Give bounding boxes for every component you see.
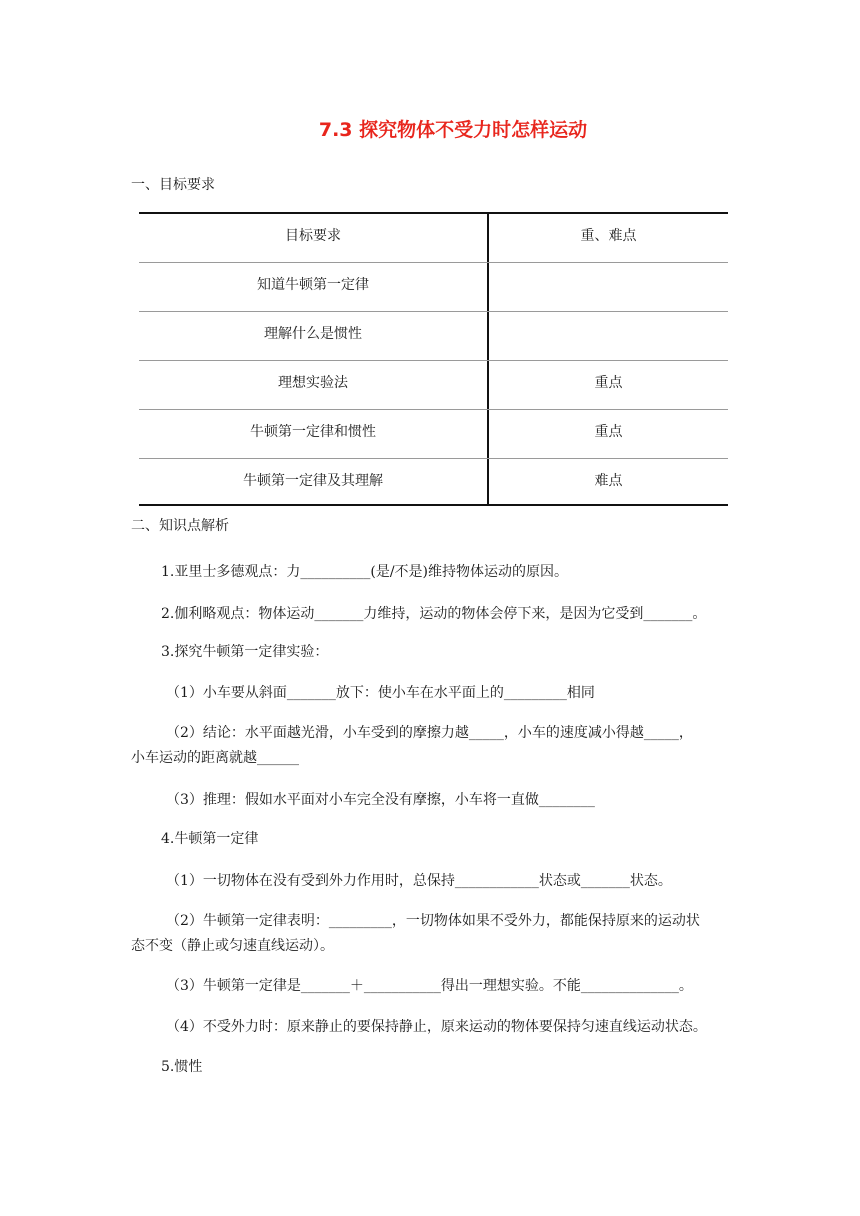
table-row <box>139 410 728 459</box>
section-heading-goals: 一、目标要求 <box>131 177 215 193</box>
table-cell-goal: 理解什么是惯性 <box>264 326 362 342</box>
table-cell-level: 重点 <box>594 424 623 440</box>
section-heading-knowledge: 二、知识点解析 <box>131 518 229 534</box>
knowledge-item-experiment: 3.探究牛顿第一定律实验： <box>161 644 329 660</box>
table-header-level: 重、难点 <box>580 228 637 244</box>
newton-law-point-2: （2）牛顿第一定律表明：_________，一切物体如果不受外力，都能保持原来的运动状 <box>166 913 700 929</box>
newton-law-point-1: （1）一切物体在没有受到外力作用时，总保持____________状态或_______状态。 <box>166 873 672 889</box>
table-row <box>139 361 728 410</box>
newton-law-point-2-continued: 态不变（静止或匀速直线运动）。 <box>131 938 334 954</box>
table-row <box>139 459 728 508</box>
table-cell-goal: 理想实验法 <box>278 375 348 391</box>
experiment-step-2: （2）结论：水平面越光滑，小车受到的摩擦力越_____，小车的速度减小得越_____， <box>166 725 693 741</box>
knowledge-item-inertia: 5.惯性 <box>161 1059 203 1075</box>
goals-table <box>139 212 728 506</box>
knowledge-item-newton-law: 4.牛顿第一定律 <box>161 831 259 847</box>
newton-law-point-4: （4）不受外力时：原来静止的要保持静止，原来运动的物体要保持匀速直线运动状态。 <box>166 1019 707 1035</box>
knowledge-item-galileo: 2.伽利略观点：物体运动_______力维持，运动的物体会停下来，是因为它受到_______。 <box>161 606 707 622</box>
table-header-row <box>139 214 728 263</box>
experiment-step-1: （1）小车要从斜面_______放下：使小车在水平面上的_________相同 <box>166 685 595 701</box>
table-cell-level: 难点 <box>594 473 623 489</box>
table-header-goal: 目标要求 <box>285 228 341 244</box>
experiment-step-2-continued: 小车运动的距离就越______ <box>131 750 299 766</box>
experiment-step-3: （3）推理：假如水平面对小车完全没有摩擦，小车将一直做________ <box>166 792 595 808</box>
newton-law-point-3: （3）牛顿第一定律是_______＋___________得出一理想实验。不能______________。 <box>166 978 693 994</box>
knowledge-item-aristotle: 1.亚里士多德观点：力__________(是/不是)维持物体运动的原因。 <box>161 564 568 580</box>
page-title: 7.3 探究物体不受力时怎样运动 <box>318 119 588 141</box>
table-cell-goal: 牛顿第一定律和惯性 <box>250 424 376 440</box>
table-row <box>139 312 728 361</box>
table-cell-level: 重点 <box>594 375 623 391</box>
table-cell-goal: 牛顿第一定律及其理解 <box>243 473 383 489</box>
table-row <box>139 263 728 312</box>
table-cell-goal: 知道牛顿第一定律 <box>257 277 369 293</box>
